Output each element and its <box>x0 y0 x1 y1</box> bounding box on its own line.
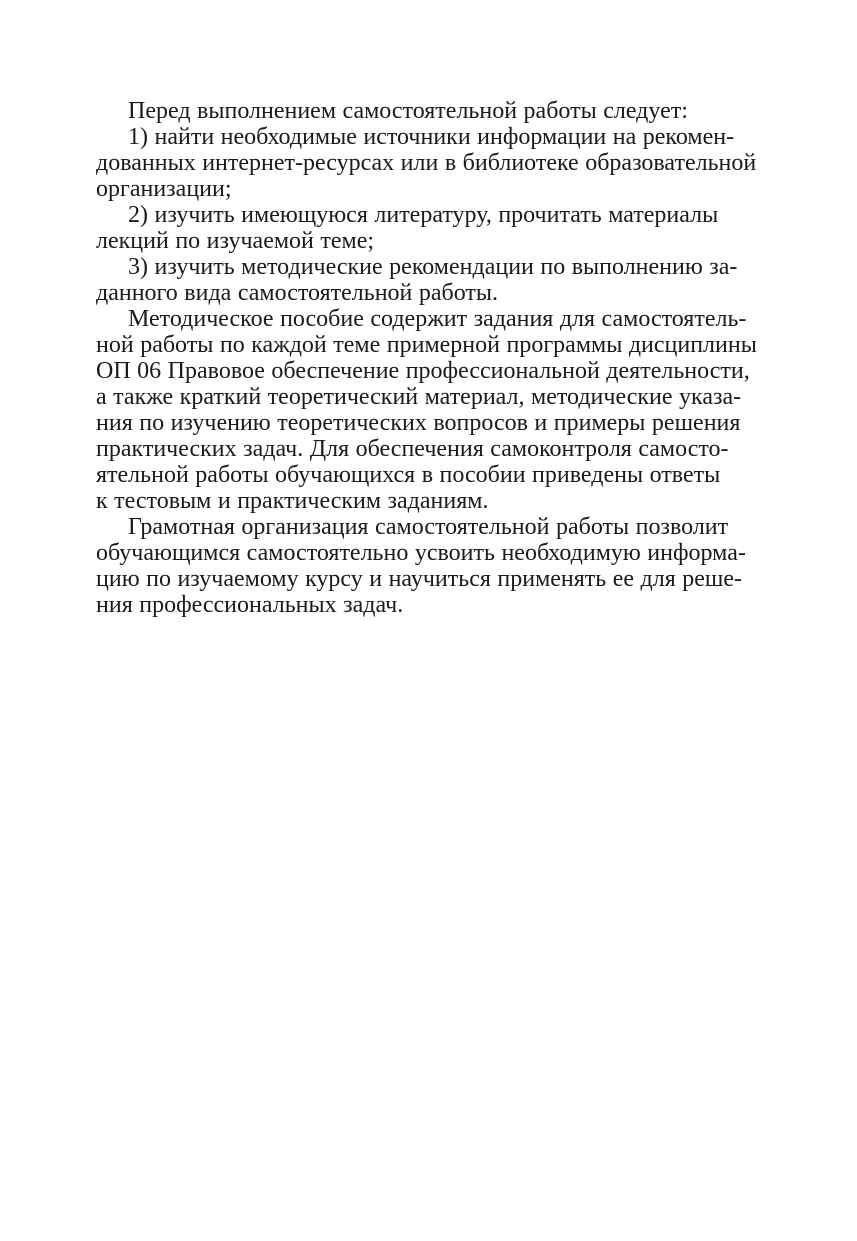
text-line: Грамотная организация самостоятельной работы позволит <box>128 514 729 540</box>
text-line: к тестовым и практическим заданиям. <box>96 488 489 514</box>
paragraph-step-2 <box>96 202 774 254</box>
text-line: лекций по изучаемой теме; <box>96 228 375 254</box>
text-line: организации; <box>96 176 232 202</box>
text-line: Перед выполнением самостоятельной работы следует: <box>128 98 688 124</box>
text-line: практических задач. Для обеспечения самоконтроля самосто- <box>96 436 729 462</box>
text-line: обучающимся самостоятельно усвоить необходимую информа- <box>96 540 746 566</box>
paragraph-method-guide <box>96 306 774 514</box>
paragraph-step-3 <box>96 254 774 306</box>
paragraph-intro <box>96 98 774 124</box>
text-line: Методическое пособие содержит задания для самостоятель- <box>128 306 747 332</box>
text-line: ния по изучению теоретических вопросов и примеры решения <box>96 410 741 436</box>
text-line: дованных интернет-ресурсах или в библиотеке образовательной <box>96 150 757 176</box>
paragraph-conclusion <box>96 514 774 618</box>
text-line: ятельной работы обучающихся в пособии приведены ответы <box>96 462 721 488</box>
document-page <box>96 98 774 618</box>
text-line: а также краткий теоретический материал, методические указа- <box>96 384 742 410</box>
text-line: ния профессиональных задач. <box>96 592 404 618</box>
text-line: 3) изучить методические рекомендации по выполнению за- <box>128 254 738 280</box>
text-line: 1) найти необходимые источники информации на рекомен- <box>128 124 735 150</box>
text-line: ОП 06 Правовое обеспечение профессиональной деятельности, <box>96 358 750 384</box>
paragraph-step-1 <box>96 124 774 202</box>
text-line: данного вида самостоятельной работы. <box>96 280 499 306</box>
text-line: ной работы по каждой теме примерной программы дисциплины <box>96 332 757 358</box>
text-line: 2) изучить имеющуюся литературу, прочитать материалы <box>128 202 719 228</box>
text-line: цию по изучаемому курсу и научиться применять ее для реше- <box>96 566 743 592</box>
